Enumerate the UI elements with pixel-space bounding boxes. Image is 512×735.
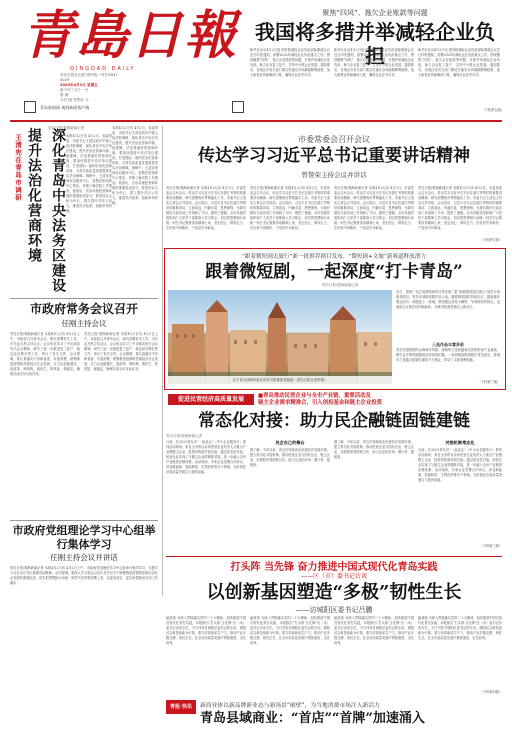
gov-meeting-body: 青岛日报/观海新闻记者 本报4月2日讯 4月2日上午，市政府召开常务会议，研究部署有关工作。市长孟凡利主持会议。会议传达学习了中央和省有关会议精神，研究了进一步推进复工复产、稳定经济增长等工作，审议了有关文件。会议强调，要认真落实中央和省委、市委部署，统筹推进疫情防控和经济社会发展，全力以赴稳增长、促改革、调结构、惠民生、防风险、保稳定，确保完成全年目标任务。 xyxy=(10,332,80,376)
masthead-info: 青岛日报社出版 国内统一刊号CN37-0029 2020年4月3日 星期五 庚子年三月十一日 第 期 今日 版 零售价 元 xyxy=(60,73,119,102)
column-divider xyxy=(162,126,163,596)
gov-meeting-body-col2: 青岛日报/观海新闻记者 本报4月2日讯 4月2日上午，市政府召开常务会议，研究部署有关工作。市长孟凡利主持会议。会议传达学习了中央和省有关会议精神，研究了进一步推进复工复产、稳定经济增长等工作，审议了有关文件。会议强调，要认真落实中央和省委、市委部署，统筹推进疫情防控和经济社会发展，全力以赴稳增长、促改革、调结构、惠民生、防风险、保稳定，确保完成全年目标任务。 xyxy=(84,332,158,371)
city-skyline-illustration xyxy=(168,290,392,384)
bottom-rule xyxy=(166,556,502,557)
econ-kicker: ■青岛推动民营企业与全市产业链、重要活动及 链主企业需求精准合，引入创投基金和链主企业投资 xyxy=(258,393,382,406)
econ-more: （下转第三版） xyxy=(479,544,502,548)
left-story-byline: 青岛日报/观海新闻记者 xyxy=(48,126,85,130)
center-more: （下转第五版） xyxy=(479,238,502,242)
qr-code-icon xyxy=(24,101,36,113)
brief-badge: 青报·快讯 xyxy=(166,700,196,714)
econ-body-col2: 据了解，今年以来，青岛市持续优化民营经济发展环境，建立常态化对接机制，推动民营企业与国有企业、链主企业、高校院所等深度合作，助力企业拓市场、增订单、强链条。 xyxy=(250,448,330,467)
center-body-col3: 青岛日报/观海新闻记者 本报4月2日讯 4月2日，市委常委会召开会议，传达学习习近平总书记在浙江考察时的重要讲话精神，研究部署我市贯彻落实工作。市委书记王清宪主持会议并讲话。会议指出，习近平总书记在浙江考察时的重要讲话，立意高远、内涵丰富、思想深刻，为我们做好当前各项工作指明了方向、提供了遵循。全市各级党组织和广大党员干部要深入学习领会，切实把思想和行动统一到总书记重要讲话精神上来，坚定信心、保持定力，在危机中育新机、于变局中开新局。 xyxy=(334,186,414,230)
bottom-kicker: 打头阵 当先锋 奋力推进中国式现代化青岛实践 xyxy=(230,562,438,573)
center-body-col4: 青岛日报/观海新闻记者 本报4月2日讯 4月2日，市委常委会召开会议，传达学习习近平总书记在浙江考察时的重要讲话精神，研究部署我市贯彻落实工作。市委书记王清宪主持会议并讲话。会议指出，习近平总书记在浙江考察时的重要讲话，立意高远、内涵丰富、思想深刻，为我们做好当前各项工作指明了方向、提供了遵循。全市各级党组织和广大党员干部要深入学习领会，切实把思想和行动统一到总书记重要讲话精神上来，坚定信心、保持定力，在危机中育新机、于变局中开新局。 xyxy=(418,186,502,230)
masthead xyxy=(22,5,242,70)
econ-subhead-2: 对接机制常态化 xyxy=(445,440,475,445)
top-story-headline: 我国将多措并举减轻企业负担 xyxy=(255,20,495,68)
feature-body-2: 青岛凭借独特的山海城市风貌、深厚的文化底蕴和完善的影视产业基础，吸引众多微短剧剧组前来取景拍摄。一部部精品微短剧在青岛诞生，将城市之美通过屏幕传递给千万观众，带动了文旅消费热潮。 xyxy=(396,348,500,362)
feature-subhead: 入选作品丰富多彩 xyxy=(432,342,464,347)
bottom-body-col2: 编者按 为深入贯彻落实党的二十大精神，加快推进中国式现代化青岛实践，本报推出“打头阵 当先锋”区（市）委书记访谈专栏，今日刊发对城阳区委书记的专访。城阳区以科技创新为引领，着力培育新质生产力，推动产业多极支撑、韧性生长，在全市高质量发展中勇挑重担、走在前列。 xyxy=(250,616,330,645)
bottom-sub-kicker: ——区（市）委书记访谈 xyxy=(300,573,367,580)
econ-body: 日前，在2025青岛市“一起品企”（中小企业服务月）系列活动现场，来自全市的百余家民营企业负责人与重点产业链链主企业、投资机构面对面交流。通过常态化对接，民营企业实现了与链主企业的精准对接，进一步融入全市产业链供应链体系。活动现场，多家企业签署合作协议，涉及新能源、智能制造、生物医药等多个领域，为民营经济高质量发展注入强劲动能。 xyxy=(166,440,246,474)
econ-subhead-1: 民企自己的舞台 xyxy=(275,440,305,445)
header-divider xyxy=(10,120,502,122)
econ-byline: 青岛日报/观海新闻记者 xyxy=(166,434,203,438)
left-story-vertical-kicker: 王清宪在青岛市调研 xyxy=(14,134,22,202)
left-story-body: 本报4月2日讯 4月2日，省委常委、市委书记王清宪到市中级人民法院调研，深化青岛中央法务区建设，提升法治化营商环境。他强调，法治是最好的营商环境，要加快推进中央法务区建设，打造国际一流的法治化营商环境，为青岛高质量发展提供坚实法治保障。调研中，王清宪来到诉讼服务中心、智慧法院指挥中心等处，详细了解法院工作情况。他指出，法治环境是营商环境的重要组成部分，要坚持以人民为中心，着力提升司法公信力，推进司法改革，创新审判机制。 xyxy=(66,134,112,213)
left-story-headline-1: 提升法治化营商环境 xyxy=(26,128,42,263)
masthead-title: 青島日報 xyxy=(22,5,239,66)
feature-headline: 跟着微短剧，一起深度“打卡青岛” xyxy=(205,262,463,282)
top-story-body: 新华社北京4月2日电 国务院减轻企业负担部际联席会议近日印发通知，部署2020年减轻企业负担重点工作，围绕聚焦“四风”、拖欠企业账款等问题，多措并举减轻企业负担，助力企业复工复产，支持中小微企业发展。通知要求，各地区各有关部门要切实落实各项减税降费政策，加大政策宣传和解读力度，确保企业应享尽享。 xyxy=(250,48,330,77)
gov-meeting-headline: 市政府常务会议召开 xyxy=(29,302,138,316)
econ-body-col3: 据了解，今年以来，青岛市持续优化民营经济发展环境，建立常态化对接机制，推动民营企业与国有企业、链主企业、高校院所等深度合作，助力企业拓市场、增订单、强链条。 xyxy=(334,440,414,459)
bottom-body-col4: 编者按 为深入贯彻落实党的二十大精神，加快推进中国式现代化青岛实践，本报推出“打头阵 当先锋”区（市）委书记访谈专栏，今日刊发对城阳区委书记的专访。城阳区以科技创新为引领，着力培育新质生产力，推动产业多极支撑、韧性生长，在全市高质量发展中勇挑重担、走在前列。 xyxy=(418,616,502,640)
feature-kicker: “跟着微短剧去旅行”新一批推荐剧目发布，“微短剧+文旅”新赛道释放潜力 xyxy=(241,254,427,260)
masthead-links: 青岛新闻网 观海新闻客户端 xyxy=(24,100,244,114)
bottom-body-col3: 编者按 为深入贯彻落实党的二十大精神，加快推进中国式现代化青岛实践，本报推出“打头阵 当先锋”区（市）委书记访谈专栏，今日刊发对城阳区委书记的专访。城阳区以科技创新为引领，着力培育新质生产力，推动产业多极支撑、韧性生长，在全市高质量发展中勇挑重担、走在前列。 xyxy=(334,616,414,645)
center-subhead: 曾赞荣主持会议并讲话 xyxy=(301,171,367,179)
feature-body: 近日，国家广电总局网络视听司发布第二批“跟着微短剧去旅行”创作计划推荐剧目，青岛多部微短剧作品入选。随着微短剧的持续走红，越来越多观众因为一部剧爱上一座城。微短剧以其短小精悍、节奏明快的特点，迅速成为文旅宣传的新载体，为城市旅游发展注入新活力。 xyxy=(396,290,500,309)
econ-headline: 常态化对接：助力民企融链固链建链 xyxy=(198,411,470,431)
study-session-body: 青岛日报/观海新闻记者 本报4月2日讯 4月2日上午，市政府党组理论学习中心组举行集体学习，专题学习习近平总书记重要讲话精神。会议强调，要深入学习领会习近平总书记关于统筹推进疫情防控和经济社会发展的重要论述，切实把思想和行动统一到党中央决策部署上来，以更高站位、更实举措推动各项工作落实。 xyxy=(10,566,158,585)
brief-headline: 青岛县域商业：“首店”“首牌”加速涌入 xyxy=(200,711,425,726)
gov-meeting-subhead: 任刚主持会议 xyxy=(61,319,107,328)
top-story-more: （下转第五版） xyxy=(481,108,504,112)
feature-byline: 青岛日报/观海新闻记者 xyxy=(321,283,359,287)
masthead-english: QINGDAO DAILY xyxy=(70,66,136,72)
econ-body-col4: 日前，在2025青岛市“一起品企”（中小企业服务月）系列活动现场，来自全市的百余家民营企业负责人与重点产业链链主企业、投资机构面对面交流。通过常态化对接，民营企业实现了与链主企业的精准对接，进一步融入全市产业链供应链体系。活动现场，多家企业签署合作协议，涉及新能源、智能制造、生物医药等多个领域，为民营经济高质量发展注入强劲动能。 xyxy=(418,448,502,482)
bottom-subhead: ——访城阳区委书记吕鹏 xyxy=(295,606,373,614)
bottom-more: （下转第四版） xyxy=(479,690,502,694)
center-body: 青岛日报/观海新闻记者 本报4月2日讯 4月2日，市委常委会召开会议，传达学习习近平总书记在浙江考察时的重要讲话精神，研究部署我市贯彻落实工作。市委书记王清宪主持会议并讲话。会议指出，习近平总书记在浙江考察时的重要讲话，立意高远、内涵丰富、思想深刻，为我们做好当前各项工作指明了方向、提供了遵循。全市各级党组织和广大党员干部要深入学习领会，切实把思想和行动统一到总书记重要讲话精神上来，坚定信心、保持定力，在危机中育新机、于变局中开新局。 xyxy=(166,186,246,230)
econ-banner: 促进民营经济高质量发展 xyxy=(168,394,254,405)
center-headline: 传达学习习近平总书记重要讲话精神 xyxy=(198,146,470,166)
feature-more: （下转第三版） xyxy=(477,380,500,384)
left-story-headline-2: 深化青岛中央法务区建设 xyxy=(50,128,66,293)
bottom-body: 编者按 为深入贯彻落实党的二十大精神，加快推进中国式现代化青岛实践，本报推出“打头阵 当先锋”区（市）委书记访谈专栏，今日刊发对城阳区委书记的专访。城阳区以科技创新为引领，着力培育新质生产力，推动产业多极支撑、韧性生长，在全市高质量发展中勇挑重担、走在前列。 xyxy=(166,616,246,645)
qr-code-icon xyxy=(232,101,244,113)
center-body-col2: 青岛日报/观海新闻记者 本报4月2日讯 4月2日，市委常委会召开会议，传达学习习近平总书记在浙江考察时的重要讲话精神，研究部署我市贯彻落实工作。市委书记王清宪主持会议并讲话。会议指出，习近平总书记在浙江考察时的重要讲话，立意高远、内涵丰富、思想深刻，为我们做好当前各项工作指明了方向、提供了遵循。全市各级党组织和广大党员干部要深入学习领会，切实把思想和行动统一到总书记重要讲话精神上来，坚定信心、保持定力，在危机中育新机、于变局中开新局。 xyxy=(250,186,330,230)
feature-photo-caption: 位于青岛西海岸新区的东方影都影视基地（青岛日报社资料图） xyxy=(232,378,328,382)
feature-photo xyxy=(168,290,392,384)
brief-kicker: 新商业体以新品牌新业态与新场景“破壁”，为当地消费市场注入新活力 xyxy=(200,703,380,709)
left-divider-2 xyxy=(10,520,158,521)
left-story-body-col2: 本报4月2日讯 4月2日，省委常委、市委书记王清宪到市中级人民法院调研，深化青岛中央法务区建设，提升法治化营商环境。他强调，法治是最好的营商环境，要加快推进中央法务区建设，打造国际一流的法治化营商环境，为青岛高质量发展提供坚实法治保障。调研中，王清宪来到诉讼服务中心、智慧法院指挥中心等处，详细了解法院工作情况。他指出，法治环境是营商环境的重要组成部分，要坚持以人民为中心，着力提升司法公信力，推进司法改革，创新审判机制。 xyxy=(112,126,158,205)
top-story-body-col3: 新华社北京4月2日电 国务院减轻企业负担部际联席会议近日印发通知，部署2020年减轻企业负担重点工作，围绕聚焦“四风”、拖欠企业账款等问题，多措并举减轻企业负担，助力企业复工复产，支持中小微企业发展。通知要求，各地区各有关部门要切实落实各项减税降费政策，加大政策宣传和解读力度，确保企业应享尽享。 xyxy=(418,48,500,77)
bottom-headline: 以创新基因塑造“多极”韧性生长 xyxy=(206,582,462,603)
study-session-headline: 市政府党组理论学习中心组举行集体学习 xyxy=(12,524,156,551)
top-story-body-col2: 新华社北京4月2日电 国务院减轻企业负担部际联席会议近日印发通知，部署2020年减轻企业负担重点工作，围绕聚焦“四风”、拖欠企业账款等问题，多措并举减轻企业负担，助力企业复工复产，支持中小微企业发展。通知要求，各地区各有关部门要切实落实各项减税降费政策，加大政策宣传和解读力度，确保企业应享尽享。 xyxy=(334,48,414,77)
study-session-subhead: 任刚主持会议并讲话 xyxy=(50,553,118,562)
left-divider xyxy=(10,298,158,299)
top-story-kicker: 聚焦“四风”、拖欠企业账款等问题 xyxy=(322,9,428,17)
center-kicker: 市委常委会召开会议 xyxy=(298,135,370,144)
